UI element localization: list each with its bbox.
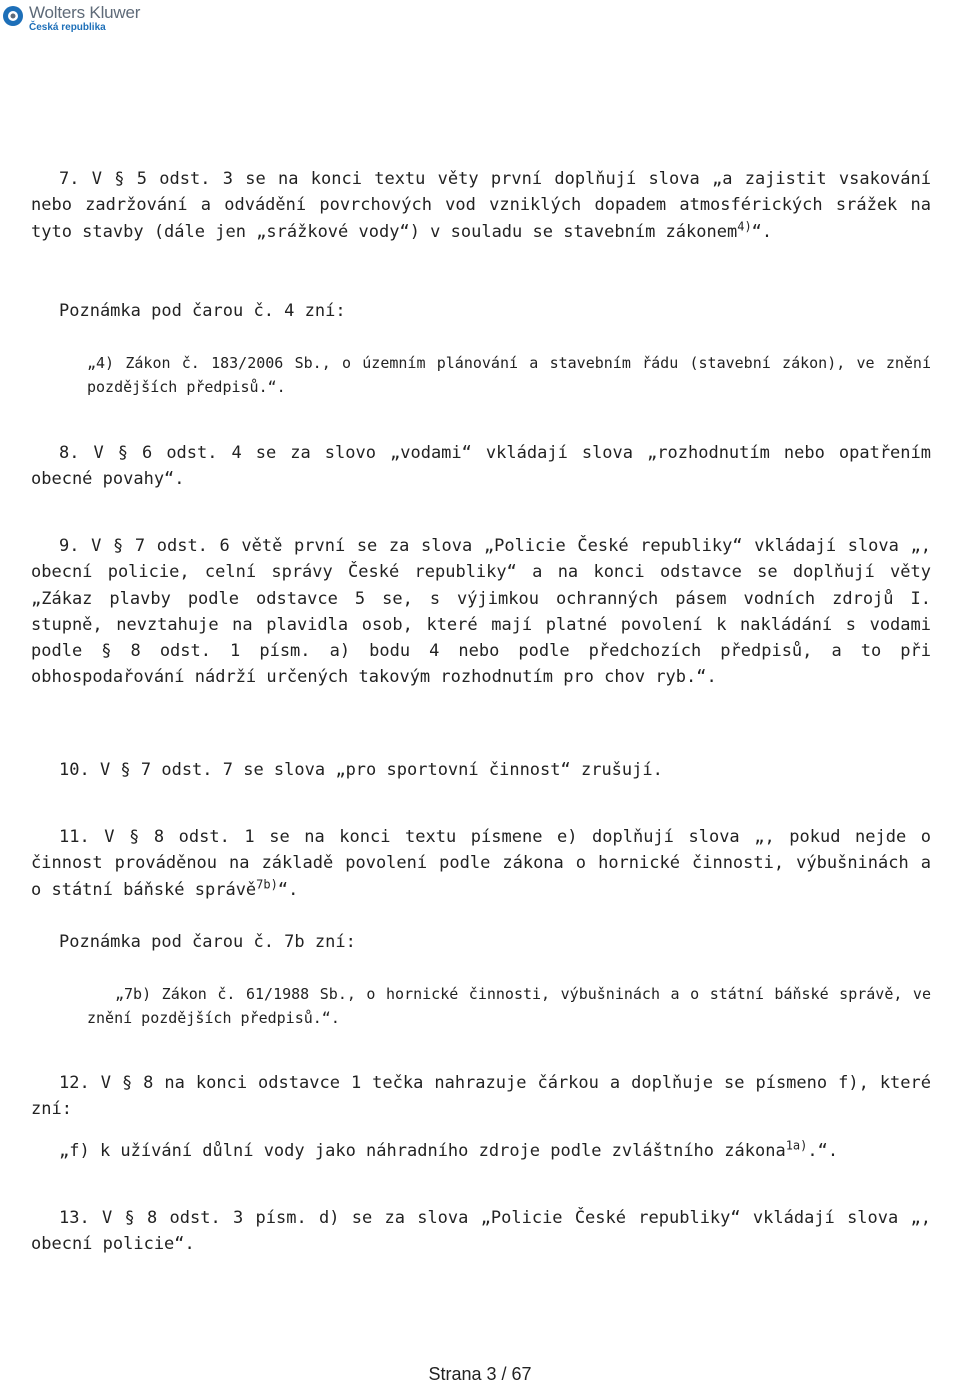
item-13: 13. V § 8 odst. 3 písm. d) se za slova „Policie České republiky“ vkládají slova „, obecní policie“.	[31, 1208, 931, 1255]
page-number: Strana 3 / 67	[428, 1364, 532, 1384]
footnote-text-7b: „7b) Zákon č. 61/1988 Sb., o hornické činnosti, výbušninách a o státní báňské správě, ve znění pozdějších předpisů.“.	[87, 985, 931, 1027]
footnote-text-4: „4) Zákon č. 183/2006 Sb., o územním plánování a stavebním řádu (stavební zákon), ve znění pozdějších předpisů.“.	[87, 354, 931, 396]
item-11: 11. V § 8 odst. 1 se na konci textu písmene e) doplňují slova „, pokud nejde o činnost prováděnou na základě povolení podle zákona o hornické činnosti, výbušninách a o státní báňské správě$^{7b)}$“.	[31, 827, 931, 900]
footnote-label-7b: Poznámka pod čarou č. 7b zní:	[59, 932, 356, 952]
item-7: 7. V § 5 odst. 3 se na konci textu věty první doplňují slova „a zajistit vsakování nebo zadržování a odvádění povrchových vod vzniklých dopadem atmosférických srážek na tyto stavby (dále jen „srážkové vody“) v souladu se stavebním zákonem$^{4)}$“.	[31, 169, 931, 242]
item-8: 8. V § 6 odst. 4 se za slovo „vodami“ vkládají slova „rozhodnutím nebo opatřením obecné povahy“.	[31, 443, 931, 490]
item-12-letter-f: „f) k užívání důlní vody jako náhradního zdroje podle zvláštního zákona$^{1a)}$.“.	[59, 1138, 839, 1161]
footnote-ref-1a: 1a)	[785, 1138, 808, 1153]
item-9: 9. V § 7 odst. 6 větě první se za slova „Policie České republiky“ vkládají slova „, obecní policie, celní správy České republiky“ a na konci odstavce se doplňují věty „Zákaz plavby podle odstavce 5 se, s výjimkou ochranných pásem vodních zdrojů I. stupně, nevztahuje na plavidla osob, které mají platné povolení k nakládání s vodami podle § 8 odst. 1 písm. a) bodu 4 nebo podle předchozích předpisů, a to při obhospodařování nádrží určených takovým rozhodnutím pro chov ryb.“.	[31, 536, 931, 688]
logo-subtitle: Česká republika	[29, 22, 106, 33]
footnote-ref-7b: 7b)	[256, 876, 278, 891]
footnote-ref-4: 4)	[737, 218, 752, 233]
item-12: 12. V § 8 na konci odstavce 1 tečka nahrazuje čárkou a doplňuje se písmeno f), které zní:	[31, 1073, 931, 1120]
footnote-label-4: Poznámka pod čarou č. 4 zní:	[59, 301, 346, 321]
item-10: 10. V § 7 odst. 7 se slova „pro sportovní činnost“ zrušují.	[59, 760, 663, 780]
publisher-logo	[2, 3, 140, 35]
wolters-kluwer-logo-icon	[2, 5, 24, 27]
logo-name: Wolters Kluwer	[29, 3, 141, 22]
